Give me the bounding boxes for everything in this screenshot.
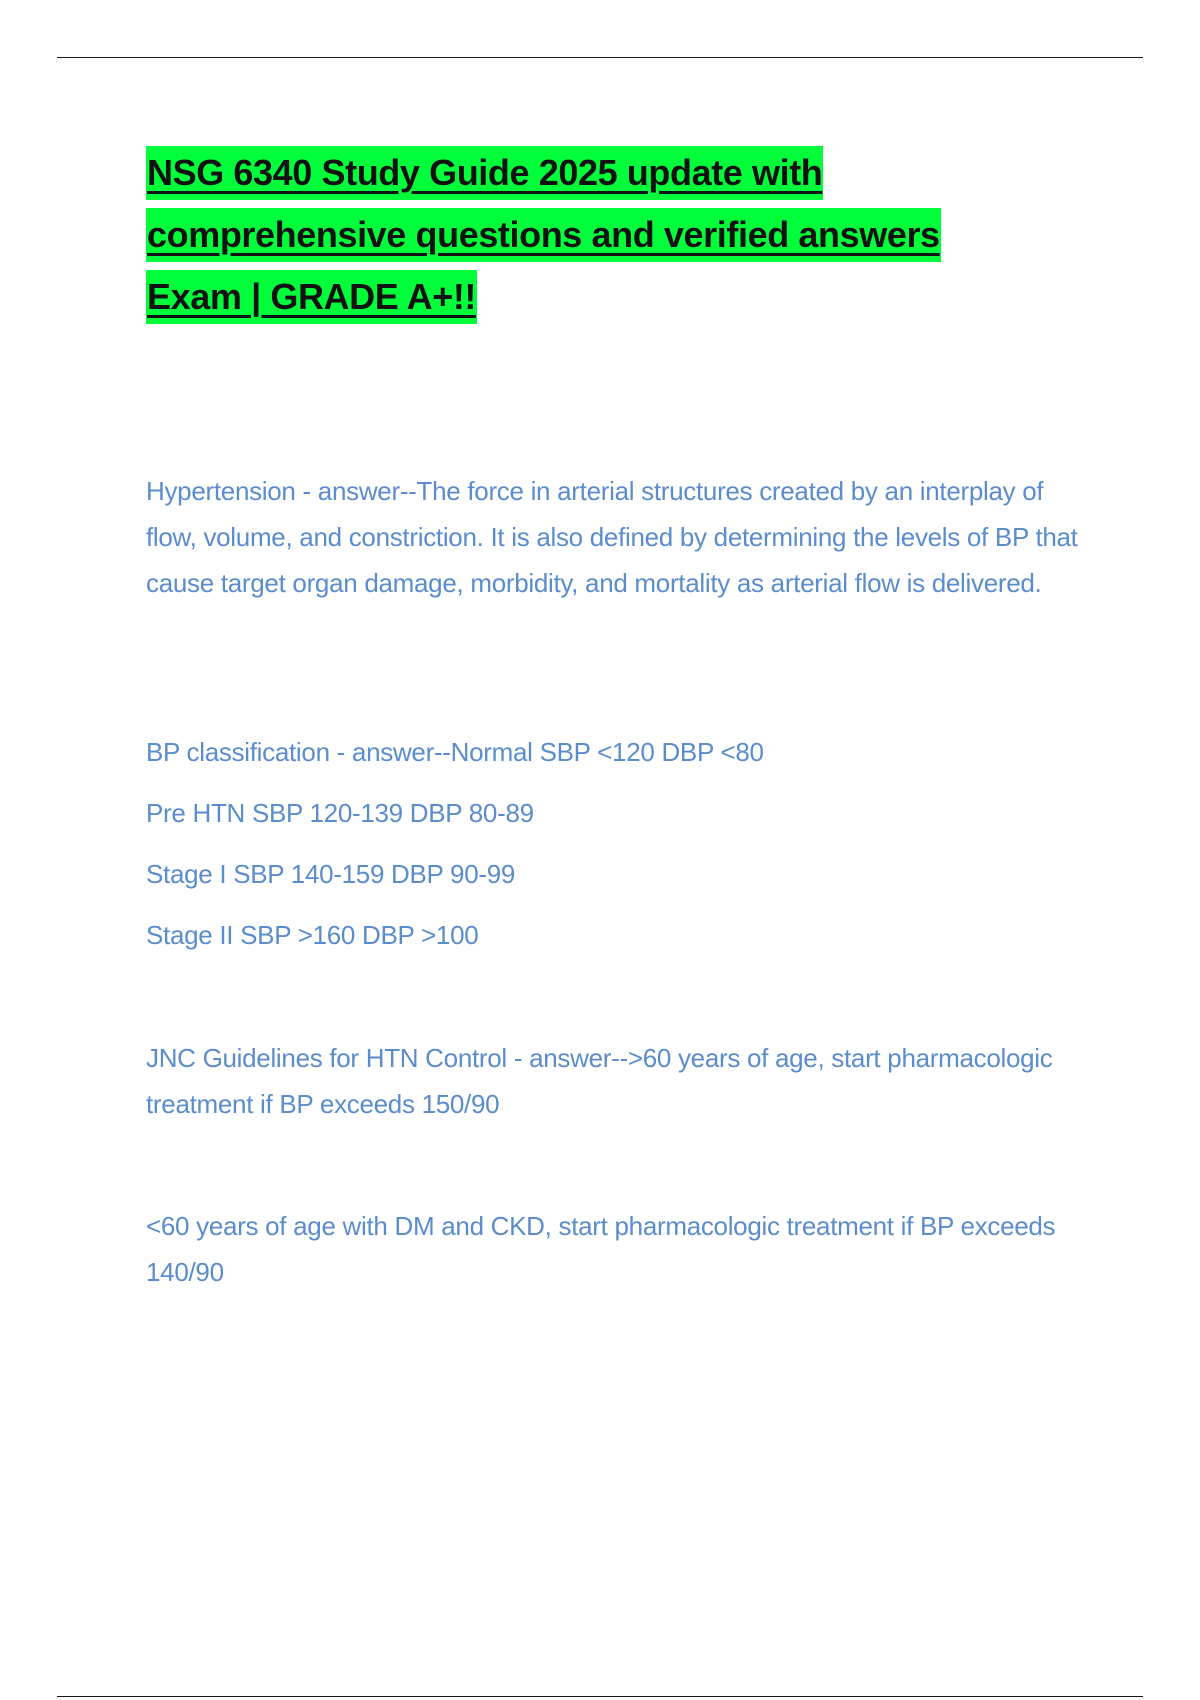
bp-classification-stage-2: Stage II SBP >160 DBP >100: [146, 920, 479, 950]
title-line-3: [146, 270, 1106, 332]
bottom-divider: [57, 1696, 1143, 1697]
jnc-guidelines: JNC Guidelines for HTN Control - answer-->60 years of age, start pharmacologic treatment if BP exceeds 150/90: [146, 1043, 1053, 1119]
bp-classification-list: [146, 729, 764, 973]
hypertension-definition: Hypertension - answer--The force in arterial structures created by an interplay of flow, volume, and constriction. It is also defined by determining the levels of BP that cause target organ damage, morbidity, and mortality as arterial flow is delivered.: [146, 476, 1078, 598]
bp-classification-normal: BP classification - answer--Normal SBP <120 DBP <80: [146, 737, 764, 767]
title-text-3: Exam | GRADE A+!!: [146, 270, 477, 324]
title-text-1: NSG 6340 Study Guide 2025 update with: [146, 146, 823, 200]
title-line-2: [146, 208, 1106, 270]
bp-classification-pre-htn: Pre HTN SBP 120-139 DBP 80-89: [146, 798, 534, 828]
title-line-1: [146, 146, 1106, 208]
bp-classification-stage-1: Stage I SBP 140-159 DBP 90-99: [146, 859, 516, 889]
title-text-2: comprehensive questions and verified answers: [146, 208, 941, 262]
top-divider: [57, 57, 1143, 58]
document-title: [146, 146, 1106, 332]
under-60-guideline: <60 years of age with DM and CKD, start pharmacologic treatment if BP exceeds 140/90: [146, 1211, 1056, 1287]
